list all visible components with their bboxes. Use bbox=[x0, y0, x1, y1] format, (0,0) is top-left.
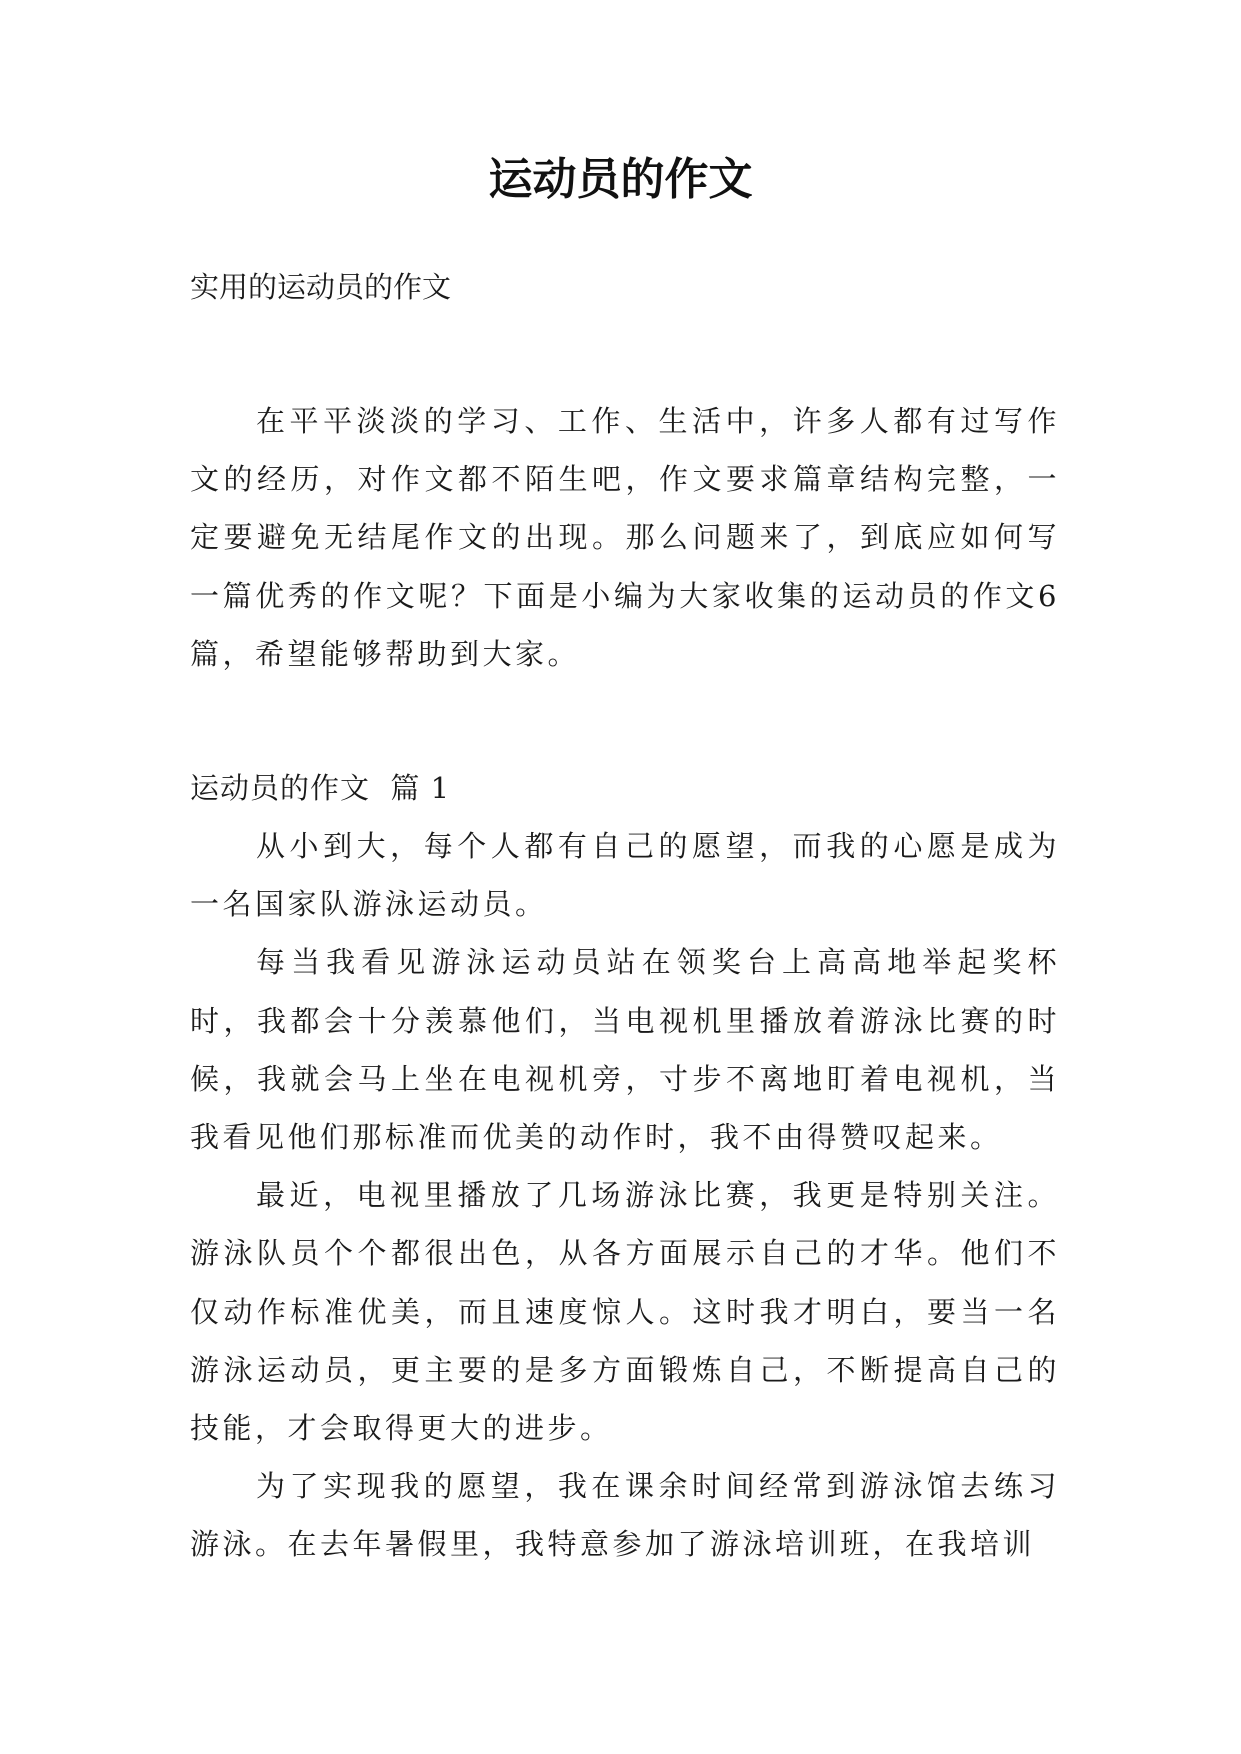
document-title: 运动员的作文 bbox=[488, 154, 753, 205]
spacer bbox=[190, 683, 1060, 759]
section-heading: 运动员的作文 篇 1 bbox=[190, 771, 451, 806]
body-paragraph: 每当我看见游泳运动员站在领奖台上高高地举起奖杯时，我都会十分羡慕他们，当电视机里播放着游泳比赛的时候，我就会马上坐在电视机旁，寸步不离地盯着电视机，当我看见他们那标准而优美的动作时，我不由得赞叹起来。 bbox=[190, 945, 1060, 1155]
intro-paragraph: 在平平淡淡的学习、工作、生活中，许多人都有过写作文的经历，对作文都不陌生吧，作文要求篇章结构完整，一定要避免无结尾作文的出现。那么问题来了，到底应如何写一篇优秀的作文呢？下面是小编为大家收集的运动员的作文6篇，希望能够帮助到大家。 bbox=[190, 404, 1060, 671]
document-body bbox=[190, 258, 1060, 1574]
body-paragraph: 最近，电视里播放了几场游泳比赛，我更是特别关注。游泳队员个个都很出色，从各方面展示自己的才华。他们不仅动作标准优美，而且速度惊人。这时我才明白，要当一名游泳运动员，更主要的是多方面锻炼自己，不断提高自己的技能，才会取得更大的进步。 bbox=[190, 1178, 1060, 1446]
body-paragraph: 从小到大，每个人都有自己的愿望，而我的心愿是成为一名国家队游泳运动员。 bbox=[190, 829, 1060, 922]
body-paragraph: 为了实现我的愿望，我在课余时间经常到游泳馆去练习游泳。在去年暑假里，我特意参加了游泳培训班，在我培训 bbox=[190, 1469, 1060, 1562]
document-subtitle: 实用的运动员的作文 bbox=[190, 270, 452, 304]
spacer bbox=[190, 316, 1060, 392]
